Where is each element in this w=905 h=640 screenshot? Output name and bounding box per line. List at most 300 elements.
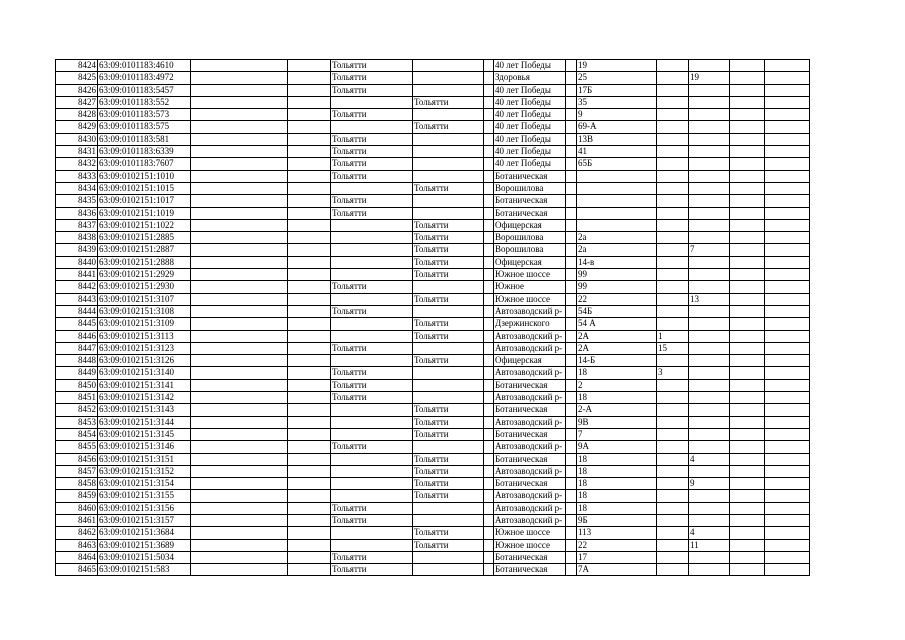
street-text: Автозаводский р- (495, 367, 563, 378)
empty-cell (765, 453, 810, 465)
row-number-cell: 8454 (56, 428, 98, 440)
locality-cell: Тольятти (413, 416, 484, 428)
empty-cell (191, 170, 288, 182)
empty-cell (288, 72, 331, 84)
empty-cell (191, 416, 288, 428)
extra-cell (730, 478, 765, 490)
empty-cell (288, 392, 331, 404)
house-number-cell: 18 (577, 465, 657, 477)
cadastral-number-cell: 63:09:0102151:3144 (98, 416, 191, 428)
empty-cell (191, 96, 288, 108)
building-cell (657, 195, 689, 207)
table-row (56, 207, 810, 219)
apartment-cell (689, 355, 730, 367)
cadastral-number-cell: 63:09:0102151:3689 (98, 539, 191, 551)
locality-cell: Тольятти (413, 539, 484, 551)
empty-cell (566, 121, 577, 133)
empty-cell (191, 219, 288, 231)
building-cell (657, 60, 689, 72)
house-number-cell: 18 (577, 453, 657, 465)
city-cell (331, 232, 413, 244)
empty-cell (191, 182, 288, 194)
extra-cell (730, 453, 765, 465)
locality-cell (413, 207, 484, 219)
apartment-cell (689, 428, 730, 440)
apartment-cell (689, 416, 730, 428)
apartment-cell (689, 281, 730, 293)
locality-cell (413, 305, 484, 317)
empty-cell (484, 60, 494, 72)
empty-cell (191, 293, 288, 305)
empty-cell (288, 170, 331, 182)
row-number-cell: 8433 (56, 170, 98, 182)
row-number-cell: 8445 (56, 318, 98, 330)
empty-cell (484, 330, 494, 342)
building-cell (657, 256, 689, 268)
empty-cell (566, 490, 577, 502)
row-number-cell: 8432 (56, 158, 98, 170)
table-row (56, 170, 810, 182)
apartment-cell (689, 269, 730, 281)
empty-cell (765, 416, 810, 428)
empty-cell (191, 490, 288, 502)
empty-cell (765, 551, 810, 563)
cadastral-number-cell: 63:09:0102151:2885 (98, 232, 191, 244)
table-row (56, 244, 810, 256)
empty-cell (765, 379, 810, 391)
cadastral-number-cell: 63:09:0102151:3107 (98, 293, 191, 305)
cadastral-number-cell: 63:09:0102151:3154 (98, 478, 191, 490)
empty-cell (484, 244, 494, 256)
empty-cell (191, 305, 288, 317)
street-cell (494, 305, 566, 317)
extra-cell (730, 379, 765, 391)
street-cell: Ворошилова (494, 182, 566, 194)
empty-cell (191, 232, 288, 244)
house-number-cell: 13В (577, 133, 657, 145)
apartment-cell (689, 84, 730, 96)
street-cell: 40 лет Победы (494, 121, 566, 133)
apartment-cell: 4 (689, 453, 730, 465)
empty-cell (484, 207, 494, 219)
city-cell (331, 490, 413, 502)
row-number-cell: 8431 (56, 146, 98, 158)
building-cell (657, 551, 689, 563)
empty-cell (484, 527, 494, 539)
empty-cell (566, 441, 577, 453)
locality-cell (413, 551, 484, 563)
empty-cell (288, 60, 331, 72)
empty-cell (566, 256, 577, 268)
empty-cell (484, 502, 494, 514)
row-number-cell: 8438 (56, 232, 98, 244)
empty-cell (484, 490, 494, 502)
building-cell (657, 318, 689, 330)
locality-cell (413, 84, 484, 96)
locality-cell: Тольятти (413, 428, 484, 440)
table-row (56, 281, 810, 293)
street-text: Автозаводский р- (495, 416, 563, 427)
building-cell (657, 293, 689, 305)
street-cell: Ботаническая (494, 453, 566, 465)
empty-cell (288, 502, 331, 514)
empty-cell (191, 502, 288, 514)
empty-cell (288, 478, 331, 490)
apartment-cell (689, 367, 730, 379)
empty-cell (288, 269, 331, 281)
street-cell: 40 лет Победы (494, 60, 566, 72)
empty-cell (566, 330, 577, 342)
locality-cell: Тольятти (413, 453, 484, 465)
empty-cell (191, 392, 288, 404)
house-number-cell (577, 219, 657, 231)
empty-cell (288, 318, 331, 330)
street-cell (494, 465, 566, 477)
extra-cell (730, 330, 765, 342)
house-number-cell: 9 (577, 109, 657, 121)
table-row (56, 330, 810, 342)
city-cell (331, 121, 413, 133)
empty-cell (484, 355, 494, 367)
building-cell (657, 219, 689, 231)
empty-cell (191, 195, 288, 207)
apartment-cell (689, 232, 730, 244)
street-cell: Ботаническая (494, 551, 566, 563)
house-number-cell (577, 207, 657, 219)
extra-cell (730, 170, 765, 182)
empty-cell (484, 146, 494, 158)
house-number-cell: 14-в (577, 256, 657, 268)
apartment-cell (689, 465, 730, 477)
row-number-cell: 8465 (56, 564, 98, 576)
house-number-cell: 2а (577, 244, 657, 256)
street-cell: Офицерская (494, 256, 566, 268)
empty-cell (288, 96, 331, 108)
street-cell (494, 342, 566, 354)
empty-cell (288, 305, 331, 317)
cadastral-number-cell: 63:09:0102151:583 (98, 564, 191, 576)
house-number-cell: 18 (577, 367, 657, 379)
street-cell: Южное шоссе (494, 269, 566, 281)
locality-cell (413, 514, 484, 526)
empty-cell (288, 367, 331, 379)
empty-cell (566, 318, 577, 330)
building-cell (657, 281, 689, 293)
row-number-cell: 8436 (56, 207, 98, 219)
street-cell (494, 330, 566, 342)
table-row (56, 379, 810, 391)
locality-cell: Тольятти (413, 355, 484, 367)
extra-cell (730, 564, 765, 576)
building-cell (657, 465, 689, 477)
street-cell (494, 514, 566, 526)
table-row (56, 428, 810, 440)
table-row (56, 355, 810, 367)
extra-cell (730, 121, 765, 133)
empty-cell (191, 539, 288, 551)
locality-cell (413, 158, 484, 170)
empty-cell (566, 564, 577, 576)
city-cell (331, 318, 413, 330)
city-cell (331, 330, 413, 342)
locality-cell: Тольятти (413, 256, 484, 268)
building-cell (657, 539, 689, 551)
street-cell: Ботаническая (494, 195, 566, 207)
house-number-cell: 113 (577, 527, 657, 539)
empty-cell (484, 367, 494, 379)
extra-cell (730, 551, 765, 563)
empty-cell (484, 84, 494, 96)
empty-cell (566, 72, 577, 84)
empty-cell (191, 256, 288, 268)
apartment-cell (689, 195, 730, 207)
empty-cell (191, 318, 288, 330)
cadastral-number-cell: 63:09:0102151:2887 (98, 244, 191, 256)
empty-cell (484, 465, 494, 477)
empty-cell (765, 121, 810, 133)
empty-cell (288, 182, 331, 194)
empty-cell (484, 539, 494, 551)
extra-cell (730, 84, 765, 96)
empty-cell (191, 342, 288, 354)
apartment-cell: 4 (689, 527, 730, 539)
empty-cell (566, 84, 577, 96)
city-cell (331, 269, 413, 281)
apartment-cell (689, 158, 730, 170)
building-cell (657, 133, 689, 145)
house-number-cell: 41 (577, 146, 657, 158)
building-cell (657, 379, 689, 391)
locality-cell: Тольятти (413, 404, 484, 416)
table-row (56, 527, 810, 539)
empty-cell (191, 60, 288, 72)
row-number-cell: 8457 (56, 465, 98, 477)
row-number-cell: 8428 (56, 109, 98, 121)
cadastral-number-cell: 63:09:0101183:581 (98, 133, 191, 145)
empty-cell (484, 121, 494, 133)
cadastral-number-cell: 63:09:0102151:1019 (98, 207, 191, 219)
empty-cell (288, 133, 331, 145)
extra-cell (730, 96, 765, 108)
empty-cell (765, 392, 810, 404)
extra-cell (730, 269, 765, 281)
locality-cell: Тольятти (413, 527, 484, 539)
empty-cell (765, 293, 810, 305)
street-cell: Южное шоссе (494, 293, 566, 305)
city-cell: Тольятти (331, 133, 413, 145)
apartment-cell (689, 342, 730, 354)
empty-cell (765, 404, 810, 416)
empty-cell (288, 551, 331, 563)
empty-cell (765, 269, 810, 281)
extra-cell (730, 514, 765, 526)
empty-cell (484, 441, 494, 453)
empty-cell (288, 195, 331, 207)
building-cell: 3 (657, 367, 689, 379)
empty-cell (765, 305, 810, 317)
apartment-cell: 11 (689, 539, 730, 551)
city-cell: Тольятти (331, 281, 413, 293)
locality-cell: Тольятти (413, 232, 484, 244)
apartment-cell (689, 514, 730, 526)
empty-cell (566, 379, 577, 391)
house-number-cell: 35 (577, 96, 657, 108)
street-cell (494, 441, 566, 453)
street-cell: Здоровья (494, 72, 566, 84)
empty-cell (191, 281, 288, 293)
empty-cell (566, 269, 577, 281)
row-number-cell: 8441 (56, 269, 98, 281)
empty-cell (288, 121, 331, 133)
locality-cell (413, 72, 484, 84)
empty-cell (288, 244, 331, 256)
apartment-cell (689, 60, 730, 72)
cadastral-number-cell: 63:09:0102151:3157 (98, 514, 191, 526)
row-number-cell: 8464 (56, 551, 98, 563)
empty-cell (765, 195, 810, 207)
locality-cell (413, 502, 484, 514)
apartment-cell (689, 182, 730, 194)
extra-cell (730, 392, 765, 404)
table-row (56, 293, 810, 305)
empty-cell (484, 96, 494, 108)
table-row (56, 564, 810, 576)
empty-cell (191, 121, 288, 133)
apartment-cell (689, 490, 730, 502)
building-cell (657, 207, 689, 219)
street-cell: Офицерская (494, 355, 566, 367)
empty-cell (191, 428, 288, 440)
house-number-cell: 99 (577, 281, 657, 293)
extra-cell (730, 182, 765, 194)
extra-cell (730, 195, 765, 207)
building-cell (657, 527, 689, 539)
street-cell: Офицерская (494, 219, 566, 231)
table-row (56, 232, 810, 244)
table-row (56, 514, 810, 526)
cadastral-number-cell: 63:09:0102151:3141 (98, 379, 191, 391)
extra-cell (730, 342, 765, 354)
empty-cell (288, 453, 331, 465)
building-cell (657, 478, 689, 490)
empty-cell (765, 465, 810, 477)
locality-cell (413, 392, 484, 404)
street-cell: Ботаническая (494, 379, 566, 391)
cadastral-number-cell: 63:09:0101183:4610 (98, 60, 191, 72)
table-row (56, 72, 810, 84)
empty-cell (288, 342, 331, 354)
locality-cell: Тольятти (413, 318, 484, 330)
house-number-cell: 19 (577, 60, 657, 72)
row-number-cell: 8456 (56, 453, 98, 465)
empty-cell (484, 318, 494, 330)
locality-cell: Тольятти (413, 490, 484, 502)
extra-cell (730, 527, 765, 539)
city-cell (331, 416, 413, 428)
row-number-cell: 8449 (56, 367, 98, 379)
street-text: Автозаводский р- (495, 514, 563, 525)
empty-cell (765, 109, 810, 121)
empty-cell (288, 527, 331, 539)
row-number-cell: 8440 (56, 256, 98, 268)
empty-cell (566, 416, 577, 428)
empty-cell (484, 256, 494, 268)
street-cell: Южное шоссе (494, 539, 566, 551)
empty-cell (765, 539, 810, 551)
locality-cell: Тольятти (413, 465, 484, 477)
empty-cell (765, 133, 810, 145)
city-cell (331, 465, 413, 477)
extra-cell (730, 293, 765, 305)
house-number-cell: 7А (577, 564, 657, 576)
locality-cell (413, 342, 484, 354)
cadastral-number-cell: 63:09:0102151:3155 (98, 490, 191, 502)
cadastral-number-cell: 63:09:0102151:3146 (98, 441, 191, 453)
empty-cell (566, 453, 577, 465)
building-cell (657, 84, 689, 96)
empty-cell (288, 539, 331, 551)
house-number-cell: 17 (577, 551, 657, 563)
extra-cell (730, 355, 765, 367)
table-row (56, 256, 810, 268)
row-number-cell: 8442 (56, 281, 98, 293)
table-row (56, 219, 810, 231)
building-cell (657, 428, 689, 440)
cadastral-number-cell: 63:09:0101183:4972 (98, 72, 191, 84)
empty-cell (288, 428, 331, 440)
table-row (56, 121, 810, 133)
empty-cell (191, 72, 288, 84)
apartment-cell (689, 379, 730, 391)
empty-cell (765, 514, 810, 526)
apartment-cell (689, 318, 730, 330)
apartment-cell (689, 96, 730, 108)
city-cell: Тольятти (331, 564, 413, 576)
locality-cell (413, 146, 484, 158)
table-row (56, 453, 810, 465)
empty-cell (765, 318, 810, 330)
street-cell: Южное шоссе (494, 527, 566, 539)
street-cell (494, 490, 566, 502)
empty-cell (484, 305, 494, 317)
empty-cell (484, 133, 494, 145)
street-cell: Ботаническая (494, 564, 566, 576)
house-number-cell: 18 (577, 478, 657, 490)
apartment-cell (689, 121, 730, 133)
street-cell (494, 367, 566, 379)
apartment-cell (689, 109, 730, 121)
building-cell (657, 564, 689, 576)
house-number-cell: 22 (577, 539, 657, 551)
empty-cell (288, 158, 331, 170)
apartment-cell (689, 146, 730, 158)
empty-cell (191, 478, 288, 490)
row-number-cell: 8459 (56, 490, 98, 502)
extra-cell (730, 428, 765, 440)
house-number-cell: 99 (577, 269, 657, 281)
empty-cell (765, 281, 810, 293)
street-cell: 40 лет Победы (494, 146, 566, 158)
empty-cell (765, 441, 810, 453)
row-number-cell: 8446 (56, 330, 98, 342)
row-number-cell: 8437 (56, 219, 98, 231)
building-cell (657, 109, 689, 121)
empty-cell (765, 96, 810, 108)
city-cell: Тольятти (331, 342, 413, 354)
street-cell (494, 502, 566, 514)
empty-cell (484, 170, 494, 182)
building-cell (657, 121, 689, 133)
